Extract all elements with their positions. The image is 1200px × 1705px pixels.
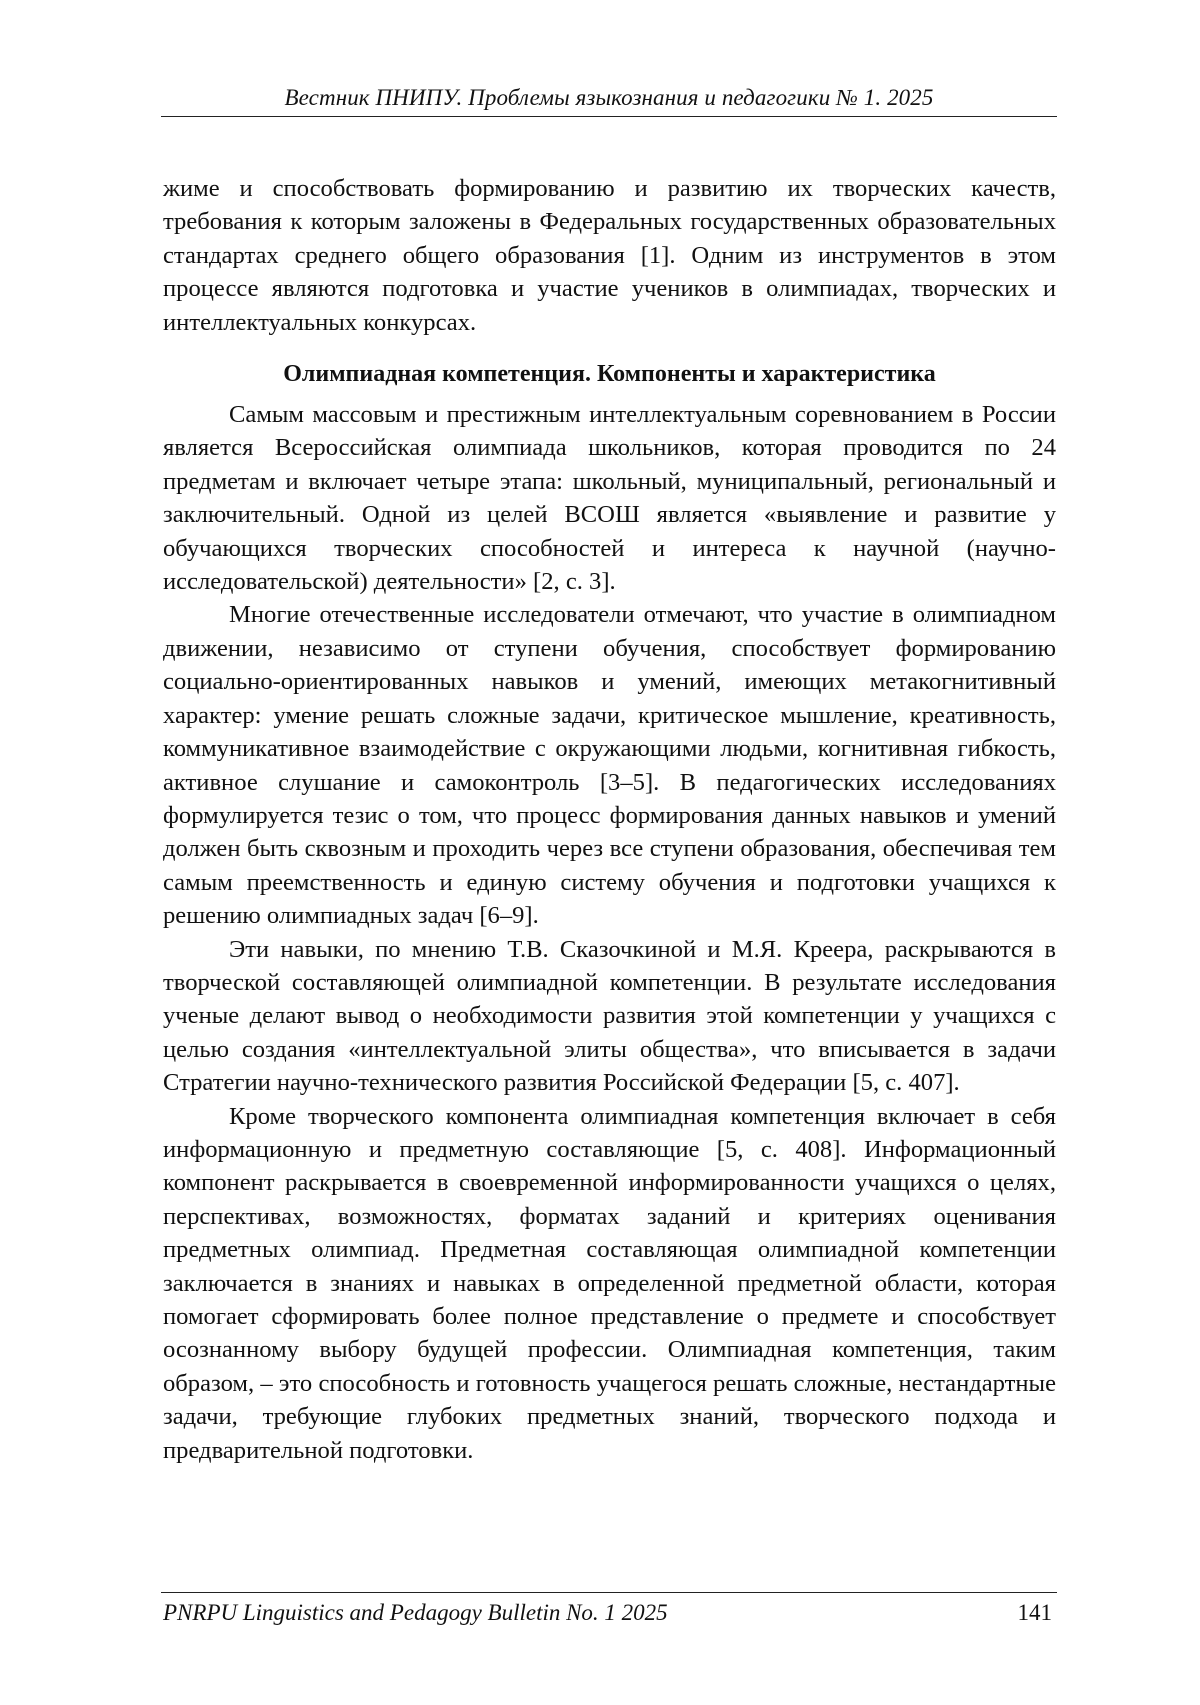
paragraph-creative-component: Эти навыки, по мнению Т.В. Сказочкиной и М.Я. Креера, раскрываются в творческой составляющей олимпиадной компетенции. В результате исследования ученые делают вывод о необходимости развития этой компетенции у учащихся с целью создания «интеллектуальной элиты общества», что вписывается в задачи Стратегии научно-технического развития Российской Федерации [5, с. 407]. bbox=[163, 935, 1056, 1097]
running-header: Вестник ПНИПУ. Проблемы языкознания и педагогики № 1. 2025 bbox=[284, 85, 934, 110]
paragraph-vsosh: Самым массовым и престижным интеллектуальным соревнованием в России является Всероссийская олимпиада школьников, которая проводится по 24 предметам и включает четыре этапа: школьный, муниципальный, региональный и заключительный. Одной из целей ВСОШ является «выявление и развитие у обучающихся творческих способностей и интереса к научной (научно-исследовательской) деятельности» [2, с. 3]. bbox=[163, 401, 1056, 596]
article-body bbox=[163, 172, 1056, 1467]
paragraph-competence-definition: Кроме творческого компонента олимпиадная компетенция включает в себя информационную и предметную составляющие [5, с. 408]. Информационный компонент раскрывается в своевременной информированности учащихся о целях, перспективах, возможностях, форматах заданий и критериях оценивания предметных олимпиад. Предметная составляющая олимпиадной компетенции заключается в знаниях и навыках в определенной предметной области, которая помогает сформировать более полное представление о предмете и способствует осознанному выбору будущей профессии. Олимпиадная компетенция, таким образом, – это способность и готовность учащегося решать сложные, нестандартные задачи, требующие глубоких предметных знаний, творческого подхода и предварительной подготовки. bbox=[163, 1102, 1056, 1464]
section-heading: Олимпиадная компетенция. Компоненты и характеристика bbox=[283, 361, 936, 388]
footer-journal-name: PNRPU Linguistics and Pedagogy Bulletin No. 1 2025 bbox=[163, 1600, 668, 1625]
footer-rule bbox=[161, 1592, 1057, 1593]
header-rule bbox=[161, 116, 1057, 117]
running-footer bbox=[163, 1598, 1056, 1628]
page-number: 141 bbox=[1017, 1600, 1052, 1625]
paragraph-researchers: Многие отечественные исследователи отмечают, что участие в олимпиадном движении, независимо от ступени обучения, способствует формированию социально-ориентированных навыков и умений, имеющих метакогнитивный характер: умение решать сложные задачи, критическое мышление, креативность, коммуникативное взаимодействие с окружающими людьми, когнитивная гибкость, активное слушание и самоконтроль [3–5]. В педагогических исследованиях формулируется тезис о том, что процесс формирования данных навыков и умений должен быть сквозным и проходить через все ступени образования, обеспечивая тем самым преемственность и единую систему обучения и подготовки учащихся к решению олимпиадных задач [6–9]. bbox=[163, 601, 1056, 930]
paragraph-continued: жиме и способствовать формированию и развитию их творческих качеств, требования к которым заложены в Федеральных государственных образовательных стандартах среднего общего образования [1]. Одним из инструментов в этом процессе являются подготовка и участие учеников в олимпиадах, творческих и интеллектуальных конкурсах. bbox=[163, 175, 1056, 336]
